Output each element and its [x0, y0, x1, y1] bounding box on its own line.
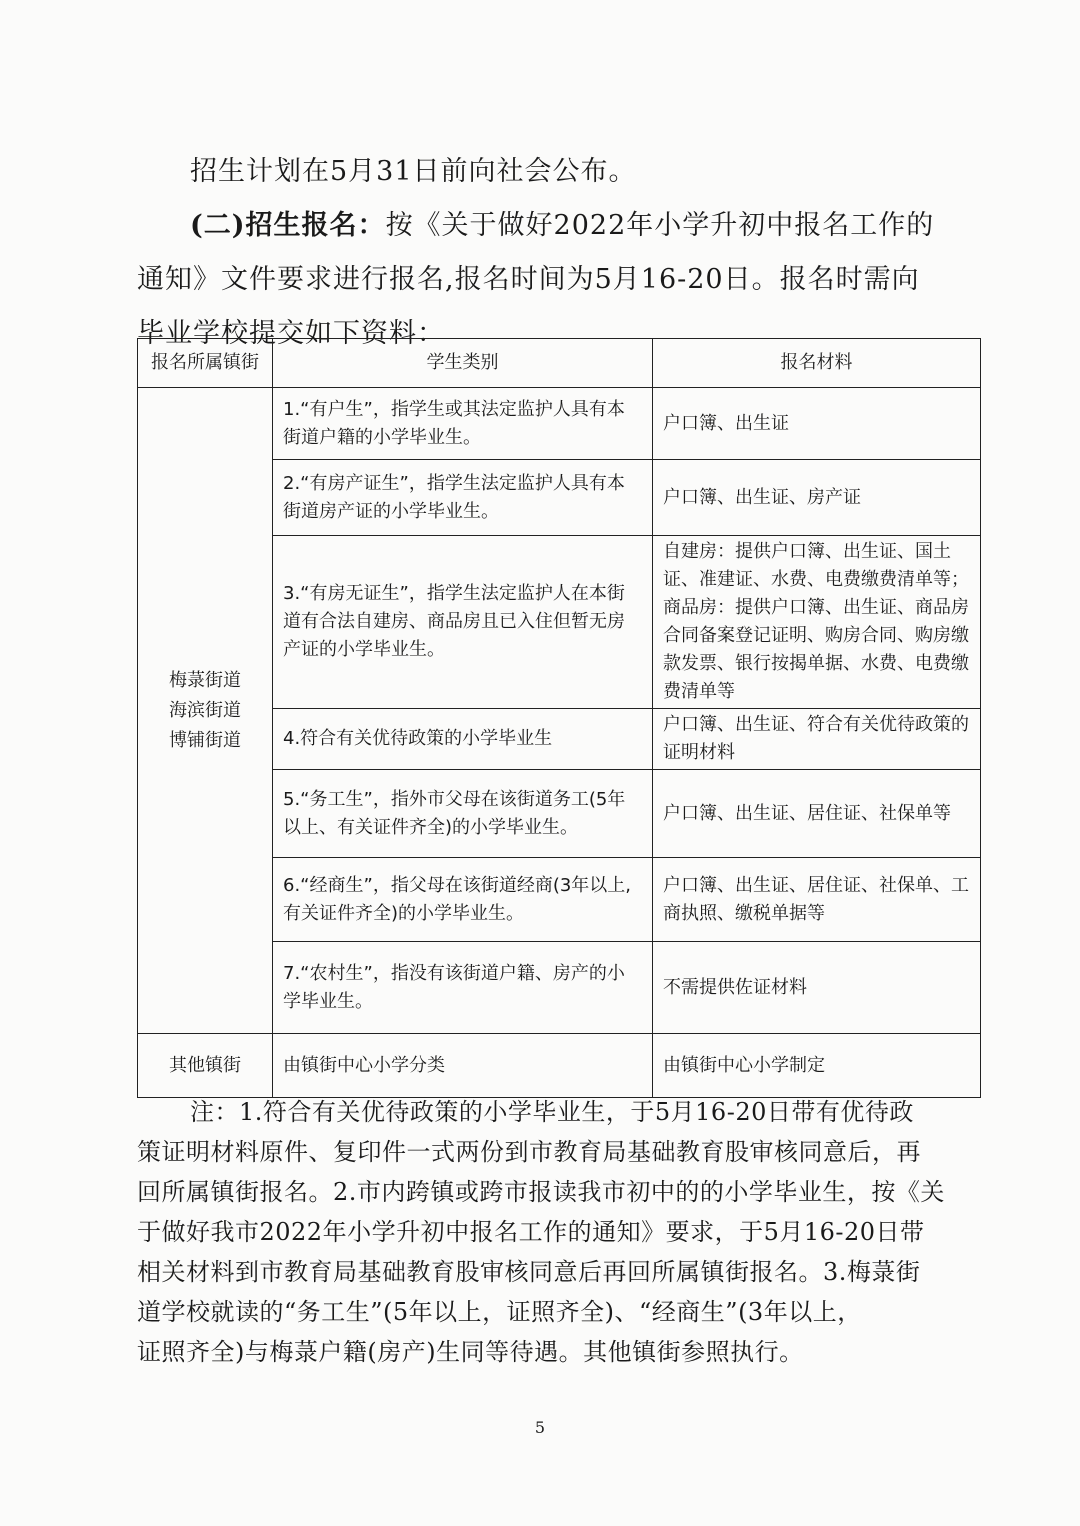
materials-cell: 户口簿、出生证、居住证、社保单、工商执照、缴税单据等	[653, 858, 981, 942]
note-line: 策证明材料原件、复印件一式两份到市教育局基础教育股审核同意后，再	[137, 1138, 921, 1166]
district-name: 博铺街道	[169, 729, 241, 751]
header-category: 学生类别	[273, 339, 653, 388]
paragraph-registration-text: 按《关于做好2022年小学升初中报名工作的	[385, 210, 935, 241]
note-line: 相关材料到市教育局基础教育股审核同意后再回所属镇街报名。3.梅菉街	[137, 1258, 921, 1286]
note-line: 证照齐全)与梅菉户籍(房产)生同等待遇。其他镇街参照执行。	[137, 1338, 804, 1366]
category-cell: 由镇街中心小学分类	[273, 1034, 653, 1098]
paragraph-materials-intro: 毕业学校提交如下资料：	[137, 318, 445, 349]
category-cell: 4.符合有关优待政策的小学毕业生	[273, 709, 653, 770]
materials-cell: 不需提供佐证材料	[653, 942, 981, 1034]
category-cell: 1.“有户生”，指学生或其法定监护人具有本街道户籍的小学毕业生。	[273, 388, 653, 460]
category-cell: 3.“有房无证生”，指学生法定监护人在本街道有合法自建房、商品房且已入住但暂无房产证的小学毕业生。	[273, 536, 653, 709]
paragraph-enrollment-plan: 招生计划在5月31日前向社会公布。	[190, 156, 637, 187]
table-row	[138, 388, 981, 460]
category-cell: 2.“有房产证生”，指学生法定监护人具有本街道房产证的小学毕业生。	[273, 460, 653, 536]
materials-cell: 由镇街中心小学制定	[653, 1034, 981, 1098]
district-name: 梅菉街道	[169, 669, 241, 691]
category-cell: 7.“农村生”，指没有该街道户籍、房产的小学毕业生。	[273, 942, 653, 1034]
category-cell: 5.“务工生”，指外市父母在该街道务工(5年以上、有关证件齐全)的小学毕业生。	[273, 770, 653, 858]
note-line: 注：1.符合有关优待政策的小学毕业生，于5月16-20日带有优待政	[190, 1098, 914, 1126]
materials-cell: 户口簿、出生证、符合有关优待政策的证明材料	[653, 709, 981, 770]
materials-cell: 户口簿、出生证	[653, 388, 981, 460]
note-paragraph	[137, 1092, 987, 1372]
table-row-other	[138, 1034, 981, 1098]
materials-cell: 自建房：提供户口簿、出生证、国土证、准建证、水费、电费缴费清单等；商品房：提供户口簿、出生证、商品房合同备案登记证明、购房合同、购房缴款发票、银行按揭单据、水费、电费缴费清单等	[653, 536, 981, 709]
district-cell-other: 其他镇街	[138, 1034, 273, 1098]
header-district: 报名所属镇街	[138, 339, 273, 388]
category-cell: 6.“经商生”，指父母在该街道经商(3年以上,有关证件齐全)的小学毕业生。	[273, 858, 653, 942]
materials-cell: 户口簿、出生证、居住证、社保单等	[653, 770, 981, 858]
section-heading: (二)招生报名：	[190, 210, 386, 241]
header-materials: 报名材料	[653, 339, 981, 388]
note-line: 于做好我市2022年小学升初中报名工作的通知》要求，于5月16-20日带	[137, 1218, 925, 1246]
paragraph-registration	[190, 198, 934, 254]
note-line: 回所属镇街报名。2.市内跨镇或跨市报读我市初中的的小学毕业生，按《关	[137, 1178, 945, 1206]
note-line: 道学校就读的“务工生”(5年以上，证照齐全)、“经商生”(3年以上，	[137, 1298, 862, 1326]
materials-cell: 户口簿、出生证、房产证	[653, 460, 981, 536]
registration-table	[137, 338, 981, 1098]
paragraph-registration-cont: 通知》文件要求进行报名,报名时间为5月16-20日。报名时需向	[137, 264, 920, 295]
district-cell	[138, 388, 273, 1034]
page-number: 5	[534, 1418, 546, 1437]
district-name: 海滨街道	[169, 699, 241, 721]
table-header-row	[138, 339, 981, 388]
